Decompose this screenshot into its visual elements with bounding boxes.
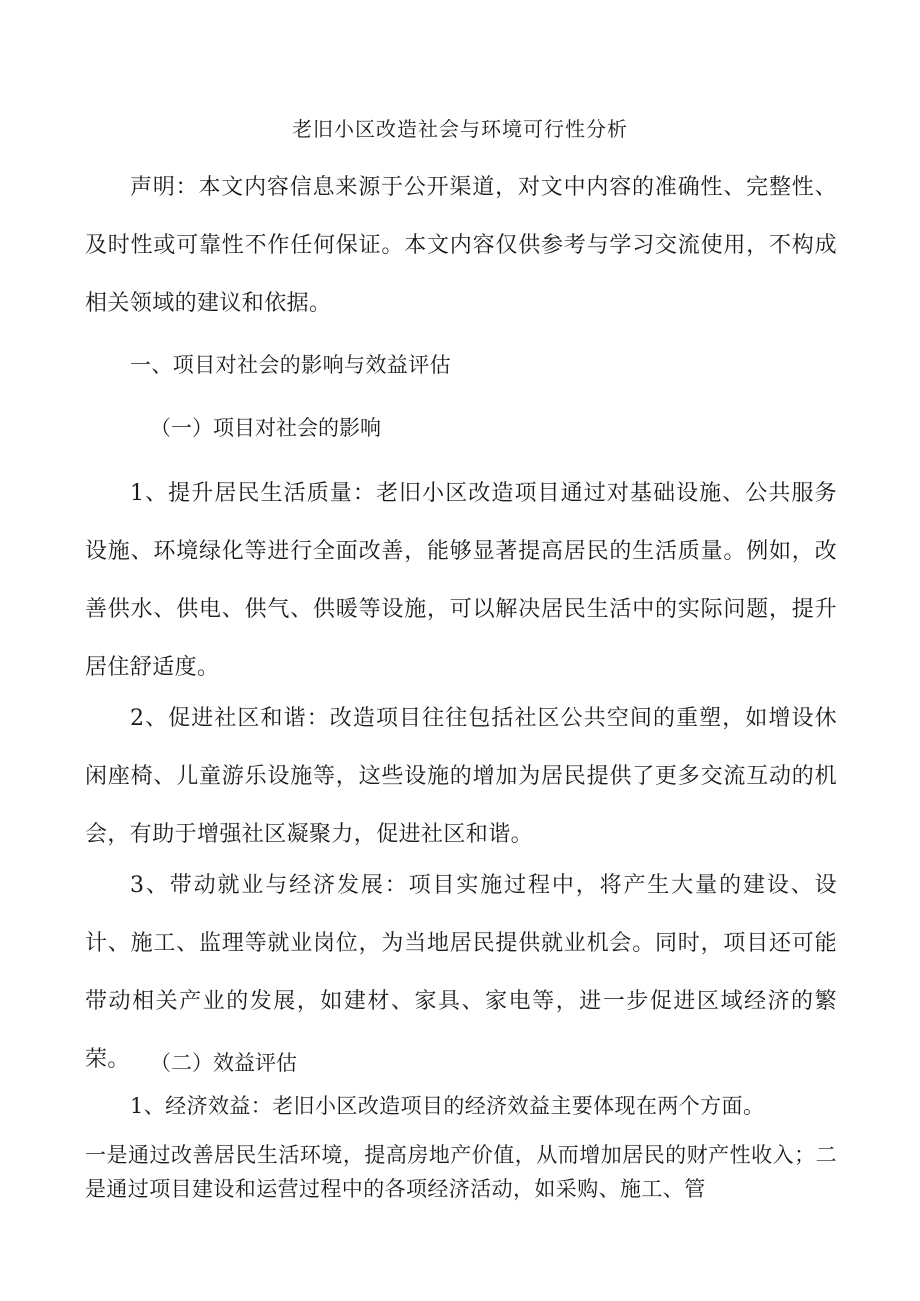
economic-benefit-heading: 1、经济效益：老旧小区改造项目的经济效益主要体现在两个方面。 — [130, 1094, 765, 1118]
subsection-heading-impact: （一）项目对社会的影响 — [150, 416, 381, 440]
section-heading-social-impact: 一、项目对社会的影响与效益评估 — [130, 353, 451, 377]
paragraph-item-1: 1、提升居民生活质量：老旧小区改造项目通过对基础设施、公共服务设施、环境绿化等进行全面改善，能够显著提高居民的生活质量。例如，改善供水、供电、供气、供暖等设施，可以解决居民生活中的实际问题，提升居住舒适度。 — [85, 481, 837, 680]
subsection-heading-benefit: （二）效益评估 — [150, 1051, 297, 1075]
paragraph-item-3: 3、带动就业与经济发展：项目实施过程中，将产生大量的建设、设计、施工、监理等就业岗位，为当地居民提供就业机会。同时，项目还可能带动相关产业的发展，如建材、家具、家电等，进一步促进区域经济的繁荣。 — [85, 873, 837, 1072]
document-title: 老旧小区改造社会与环境可行性分析 — [292, 117, 628, 141]
economic-benefit-body: 一是通过改善居民生活环境，提高房地产价值，从而增加居民的财产性收入；二是通过项目建设和运营过程中的各项经济活动，如采购、施工、管 — [85, 1143, 837, 1201]
disclaimer-paragraph: 声明：本文内容信息来源于公开渠道，对文中内容的准确性、完整性、及时性或可靠性不作任何保证。本文内容仅供参考与学习交流使用，不构成相关领域的建议和依据。 — [85, 175, 837, 316]
paragraph-item-2: 2、促进社区和谐：改造项目往往包括社区公共空间的重塑，如增设休闲座椅、儿童游乐设施等，这些设施的增加为居民提供了更多交流互动的机会，有助于增强社区凝聚力，促进社区和谐。 — [85, 706, 837, 847]
